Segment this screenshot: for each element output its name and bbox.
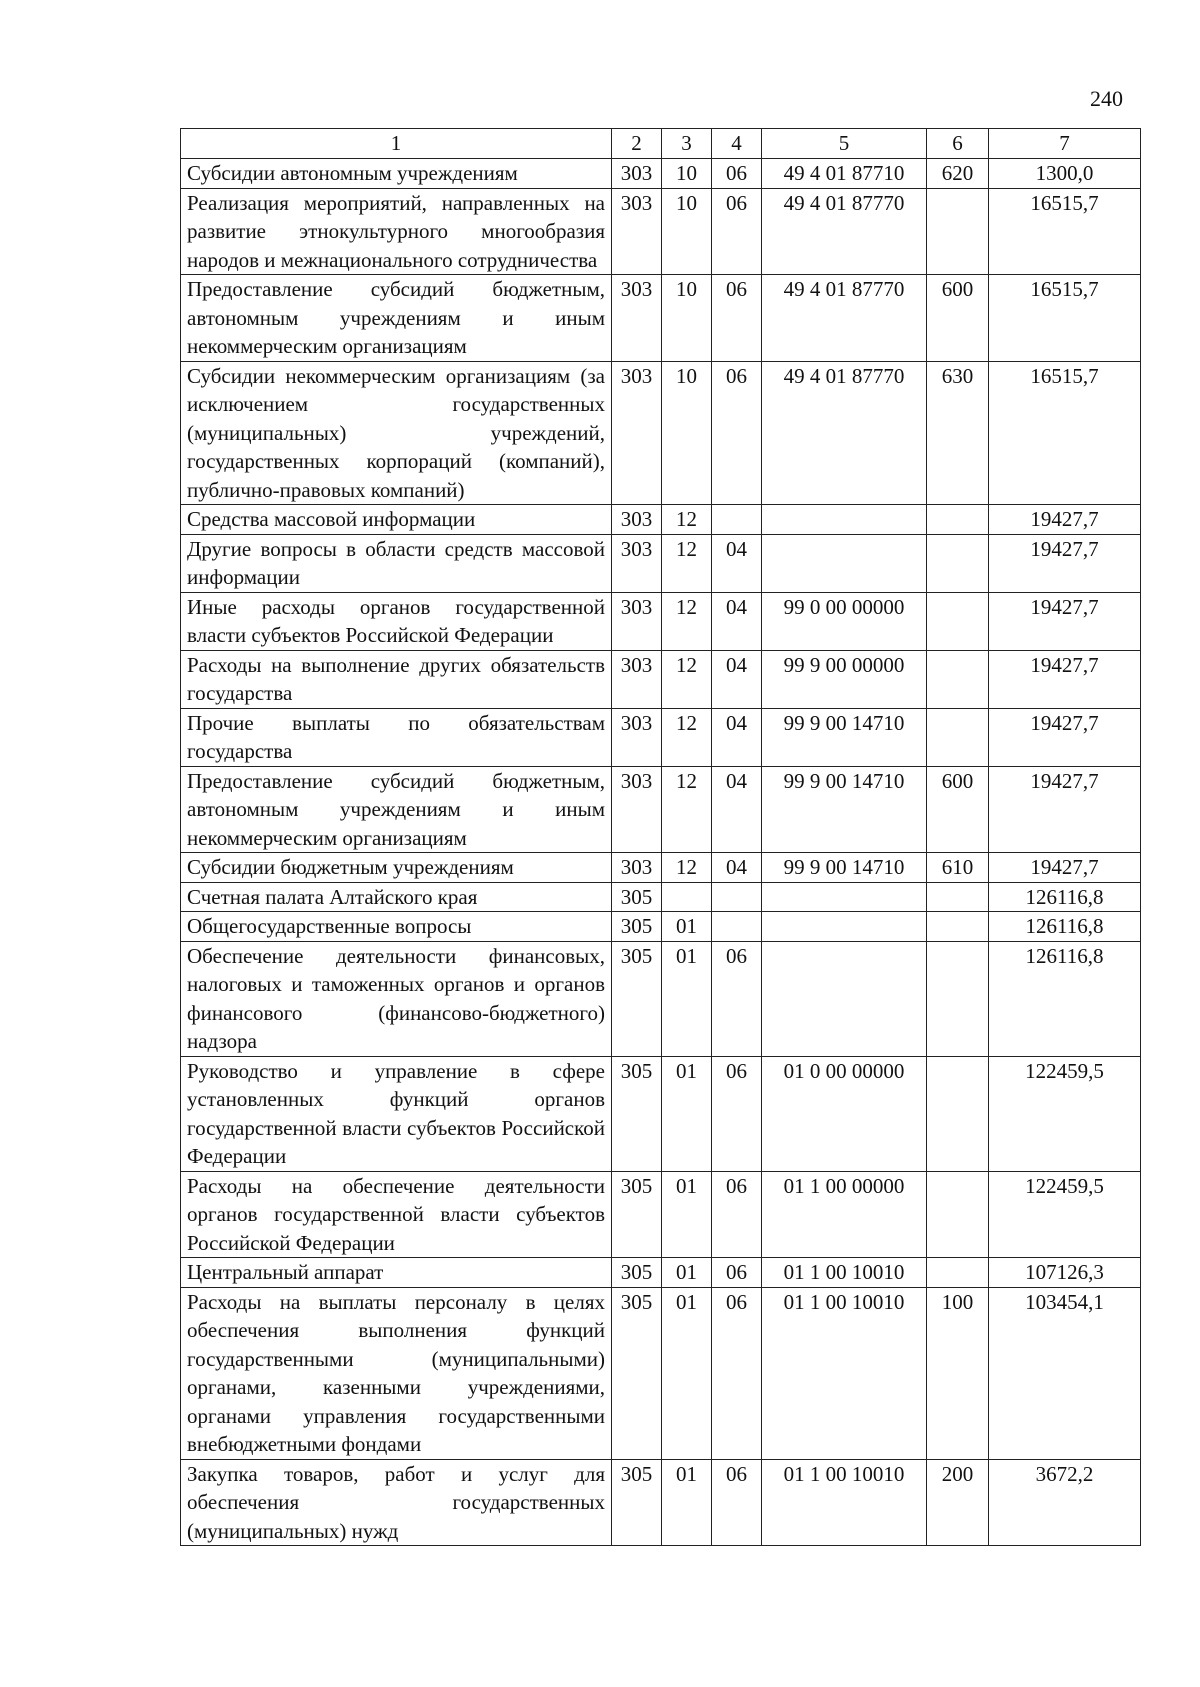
row-rz-cell: 12 bbox=[662, 505, 712, 535]
header-cell-3: 3 bbox=[662, 129, 712, 159]
row-name-cell: Закупка товаров, работ и услуг для обеспечения государственных (муниципальных) нужд bbox=[181, 1459, 612, 1546]
row-ved-cell: 303 bbox=[612, 159, 662, 189]
header-cell-7: 7 bbox=[989, 129, 1141, 159]
row-ved-cell: 305 bbox=[612, 941, 662, 1056]
row-name-cell: Субсидии некоммерческим организациям (за исключением государственных (муниципальных) учреждений, государственных корпораций (компаний), публично-правовых компаний) bbox=[181, 361, 612, 505]
table-row bbox=[181, 505, 1141, 535]
row-name-cell: Центральный аппарат bbox=[181, 1258, 612, 1288]
row-vr-cell bbox=[927, 650, 989, 708]
row-sum-cell: 19427,7 bbox=[989, 708, 1141, 766]
row-name-cell: Субсидии бюджетным учреждениям bbox=[181, 853, 612, 883]
row-vr-cell: 600 bbox=[927, 275, 989, 362]
row-rz-cell: 01 bbox=[662, 912, 712, 942]
row-sum-cell: 16515,7 bbox=[989, 275, 1141, 362]
row-rz-cell: 10 bbox=[662, 275, 712, 362]
row-rz-cell: 01 bbox=[662, 1287, 712, 1459]
row-rz-cell: 12 bbox=[662, 534, 712, 592]
row-vr-cell: 610 bbox=[927, 853, 989, 883]
row-pr-cell: 04 bbox=[712, 766, 762, 853]
row-vr-cell bbox=[927, 1171, 989, 1258]
row-pr-cell: 04 bbox=[712, 592, 762, 650]
row-name-cell: Счетная палата Алтайского края bbox=[181, 882, 612, 912]
row-rz-cell: 10 bbox=[662, 188, 712, 275]
row-vr-cell bbox=[927, 592, 989, 650]
table-row bbox=[181, 1287, 1141, 1459]
row-name-cell: Общегосударственные вопросы bbox=[181, 912, 612, 942]
row-csr-cell: 01 1 00 10010 bbox=[762, 1258, 927, 1288]
row-vr-cell bbox=[927, 912, 989, 942]
row-vr-cell bbox=[927, 708, 989, 766]
row-ved-cell: 305 bbox=[612, 1258, 662, 1288]
row-pr-cell: 06 bbox=[712, 188, 762, 275]
row-rz-cell: 12 bbox=[662, 766, 712, 853]
row-pr-cell: 04 bbox=[712, 650, 762, 708]
row-csr-cell bbox=[762, 505, 927, 535]
table-row bbox=[181, 650, 1141, 708]
row-ved-cell: 303 bbox=[612, 534, 662, 592]
page-number: 240 bbox=[1090, 86, 1123, 111]
row-csr-cell: 01 1 00 00000 bbox=[762, 1171, 927, 1258]
row-ved-cell: 303 bbox=[612, 766, 662, 853]
row-sum-cell: 126116,8 bbox=[989, 882, 1141, 912]
row-ved-cell: 305 bbox=[612, 1459, 662, 1546]
row-sum-cell: 122459,5 bbox=[989, 1056, 1141, 1171]
row-pr-cell: 04 bbox=[712, 534, 762, 592]
row-ved-cell: 303 bbox=[612, 275, 662, 362]
row-pr-cell: 06 bbox=[712, 361, 762, 505]
table-row bbox=[181, 1056, 1141, 1171]
row-rz-cell bbox=[662, 882, 712, 912]
row-rz-cell: 10 bbox=[662, 159, 712, 189]
row-name-cell: Прочие выплаты по обязательствам государства bbox=[181, 708, 612, 766]
row-csr-cell: 49 4 01 87710 bbox=[762, 159, 927, 189]
row-ved-cell: 303 bbox=[612, 505, 662, 535]
table-row bbox=[181, 882, 1141, 912]
row-pr-cell: 06 bbox=[712, 159, 762, 189]
row-name-cell: Расходы на обеспечение деятельности органов государственной власти субъектов Российской Федерации bbox=[181, 1171, 612, 1258]
row-pr-cell: 06 bbox=[712, 1258, 762, 1288]
row-sum-cell: 19427,7 bbox=[989, 650, 1141, 708]
row-sum-cell: 122459,5 bbox=[989, 1171, 1141, 1258]
row-sum-cell: 16515,7 bbox=[989, 361, 1141, 505]
row-name-cell: Другие вопросы в области средств массовой информации bbox=[181, 534, 612, 592]
header-row bbox=[181, 129, 1141, 159]
row-rz-cell: 01 bbox=[662, 1056, 712, 1171]
row-csr-cell bbox=[762, 941, 927, 1056]
row-rz-cell: 01 bbox=[662, 1258, 712, 1288]
table-row bbox=[181, 1171, 1141, 1258]
row-sum-cell: 19427,7 bbox=[989, 534, 1141, 592]
row-sum-cell: 126116,8 bbox=[989, 912, 1141, 942]
row-vr-cell bbox=[927, 1258, 989, 1288]
row-rz-cell: 01 bbox=[662, 941, 712, 1056]
row-csr-cell: 49 4 01 87770 bbox=[762, 361, 927, 505]
row-csr-cell: 99 9 00 14710 bbox=[762, 708, 927, 766]
table-body bbox=[181, 159, 1141, 1546]
row-name-cell: Обеспечение деятельности финансовых, налоговых и таможенных органов и органов финансового (финансово-бюджетного) надзора bbox=[181, 941, 612, 1056]
row-csr-cell: 01 0 00 00000 bbox=[762, 1056, 927, 1171]
row-name-cell: Расходы на выплаты персоналу в целях обеспечения выполнения функций государственными (муниципальными) органами, казенными учреждениями, органами управления государственными внебюджетными фондами bbox=[181, 1287, 612, 1459]
header-cell-1: 1 bbox=[181, 129, 612, 159]
row-sum-cell: 107126,3 bbox=[989, 1258, 1141, 1288]
table-row bbox=[181, 188, 1141, 275]
table-row bbox=[181, 275, 1141, 362]
row-csr-cell: 49 4 01 87770 bbox=[762, 275, 927, 362]
table-row bbox=[181, 941, 1141, 1056]
row-rz-cell: 12 bbox=[662, 708, 712, 766]
row-vr-cell bbox=[927, 505, 989, 535]
row-csr-cell: 99 9 00 14710 bbox=[762, 853, 927, 883]
row-sum-cell: 126116,8 bbox=[989, 941, 1141, 1056]
table-row bbox=[181, 766, 1141, 853]
table-row bbox=[181, 361, 1141, 505]
row-ved-cell: 305 bbox=[612, 1056, 662, 1171]
row-csr-cell: 99 0 00 00000 bbox=[762, 592, 927, 650]
row-sum-cell: 3672,2 bbox=[989, 1459, 1141, 1546]
row-ved-cell: 303 bbox=[612, 650, 662, 708]
row-sum-cell: 103454,1 bbox=[989, 1287, 1141, 1459]
row-name-cell: Реализация мероприятий, направленных на развитие этнокультурного многообразия народов и межнационального сотрудничества bbox=[181, 188, 612, 275]
row-sum-cell: 19427,7 bbox=[989, 766, 1141, 853]
row-sum-cell: 16515,7 bbox=[989, 188, 1141, 275]
table-row bbox=[181, 592, 1141, 650]
row-vr-cell bbox=[927, 188, 989, 275]
row-ved-cell: 305 bbox=[612, 912, 662, 942]
row-name-cell: Предоставление субсидий бюджетным, автономным учреждениям и иным некоммерческим организациям bbox=[181, 766, 612, 853]
row-sum-cell: 1300,0 bbox=[989, 159, 1141, 189]
row-csr-cell: 99 9 00 00000 bbox=[762, 650, 927, 708]
budget-table bbox=[180, 128, 1141, 1546]
row-vr-cell bbox=[927, 534, 989, 592]
table-row bbox=[181, 853, 1141, 883]
row-name-cell: Средства массовой информации bbox=[181, 505, 612, 535]
row-rz-cell: 01 bbox=[662, 1171, 712, 1258]
row-vr-cell: 100 bbox=[927, 1287, 989, 1459]
row-ved-cell: 305 bbox=[612, 1287, 662, 1459]
row-vr-cell: 620 bbox=[927, 159, 989, 189]
row-ved-cell: 305 bbox=[612, 882, 662, 912]
row-sum-cell: 19427,7 bbox=[989, 853, 1141, 883]
row-vr-cell bbox=[927, 1056, 989, 1171]
row-ved-cell: 303 bbox=[612, 592, 662, 650]
row-vr-cell bbox=[927, 882, 989, 912]
row-ved-cell: 303 bbox=[612, 708, 662, 766]
header-cell-4: 4 bbox=[712, 129, 762, 159]
row-csr-cell bbox=[762, 912, 927, 942]
row-ved-cell: 303 bbox=[612, 361, 662, 505]
row-vr-cell bbox=[927, 941, 989, 1056]
table-row bbox=[181, 912, 1141, 942]
row-name-cell: Руководство и управление в сфере установленных функций органов государственной власти субъектов Российской Федерации bbox=[181, 1056, 612, 1171]
table-row bbox=[181, 1459, 1141, 1546]
row-pr-cell: 06 bbox=[712, 1171, 762, 1258]
row-pr-cell: 06 bbox=[712, 1459, 762, 1546]
row-sum-cell: 19427,7 bbox=[989, 505, 1141, 535]
row-rz-cell: 12 bbox=[662, 650, 712, 708]
header-cell-5: 5 bbox=[762, 129, 927, 159]
row-name-cell: Расходы на выполнение других обязательств государства bbox=[181, 650, 612, 708]
row-sum-cell: 19427,7 bbox=[989, 592, 1141, 650]
row-csr-cell: 49 4 01 87770 bbox=[762, 188, 927, 275]
row-ved-cell: 305 bbox=[612, 1171, 662, 1258]
row-pr-cell: 04 bbox=[712, 853, 762, 883]
row-csr-cell: 01 1 00 10010 bbox=[762, 1287, 927, 1459]
row-name-cell: Иные расходы органов государственной власти субъектов Российской Федерации bbox=[181, 592, 612, 650]
table-row bbox=[181, 708, 1141, 766]
row-pr-cell: 06 bbox=[712, 1056, 762, 1171]
row-vr-cell: 200 bbox=[927, 1459, 989, 1546]
row-pr-cell bbox=[712, 505, 762, 535]
table-row bbox=[181, 1258, 1141, 1288]
row-rz-cell: 12 bbox=[662, 853, 712, 883]
table-row bbox=[181, 159, 1141, 189]
row-rz-cell: 01 bbox=[662, 1459, 712, 1546]
row-csr-cell: 99 9 00 14710 bbox=[762, 766, 927, 853]
header-cell-2: 2 bbox=[612, 129, 662, 159]
row-pr-cell bbox=[712, 912, 762, 942]
row-csr-cell bbox=[762, 534, 927, 592]
row-vr-cell: 600 bbox=[927, 766, 989, 853]
row-csr-cell: 01 1 00 10010 bbox=[762, 1459, 927, 1546]
row-rz-cell: 10 bbox=[662, 361, 712, 505]
row-csr-cell bbox=[762, 882, 927, 912]
row-pr-cell: 06 bbox=[712, 275, 762, 362]
row-pr-cell: 06 bbox=[712, 941, 762, 1056]
row-ved-cell: 303 bbox=[612, 853, 662, 883]
table-row bbox=[181, 534, 1141, 592]
row-name-cell: Предоставление субсидий бюджетным, автономным учреждениям и иным некоммерческим организациям bbox=[181, 275, 612, 362]
row-ved-cell: 303 bbox=[612, 188, 662, 275]
row-vr-cell: 630 bbox=[927, 361, 989, 505]
row-pr-cell: 04 bbox=[712, 708, 762, 766]
row-pr-cell bbox=[712, 882, 762, 912]
header-cell-6: 6 bbox=[927, 129, 989, 159]
row-name-cell: Субсидии автономным учреждениям bbox=[181, 159, 612, 189]
row-pr-cell: 06 bbox=[712, 1287, 762, 1459]
row-rz-cell: 12 bbox=[662, 592, 712, 650]
